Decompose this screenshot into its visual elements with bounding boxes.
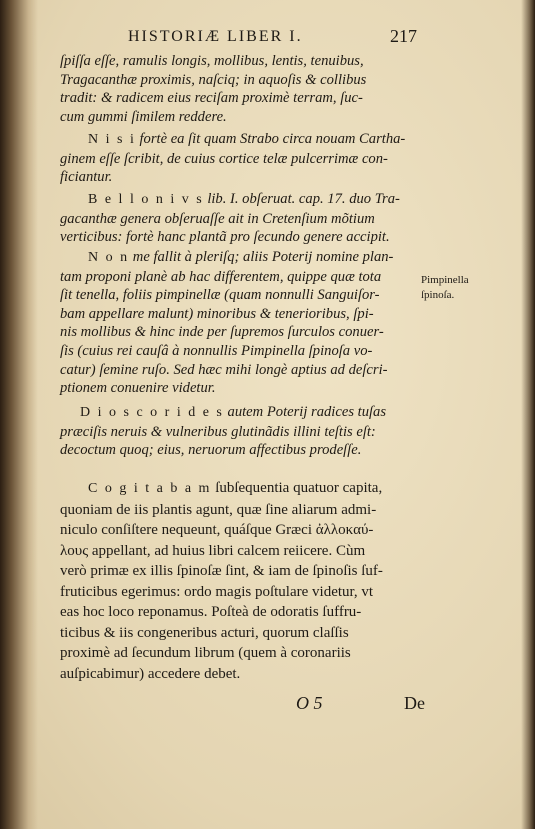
text-line: verò primæ ex illis ſpinoſæ ſint, & iam de ſpinoſis ſuf- — [60, 563, 383, 579]
lead-word: D i o s c o r i d e s — [80, 405, 224, 420]
lead-word: C o g i t a b a m — [88, 481, 212, 496]
paragraph-2 — [60, 130, 420, 187]
text-line — [60, 190, 420, 210]
text-line: auſpicabimur) accedere debet. — [60, 665, 241, 682]
roman-paragraph — [60, 478, 420, 684]
text-line — [60, 478, 420, 500]
running-title: HISTORIÆ LIBER I. — [128, 28, 303, 45]
lead-word: N o n — [88, 250, 130, 265]
text-segment: autem Poterij radices tuſas — [223, 404, 387, 420]
text-line: catur) ſemine ruſo. Sed hæc mihi longè aptius ad deſcri- — [60, 361, 388, 378]
signature-mark: O 5 — [296, 693, 323, 713]
text-line: tam proponi planè ab hac differentem, quippe quæ tota — [60, 268, 382, 285]
text-line — [60, 130, 420, 150]
text-line: ptionem conuenire videtur. — [60, 380, 216, 397]
text-line — [60, 248, 420, 268]
text-line: quoniam de iis plantis agunt, quæ ſine aliarum admi- — [60, 501, 377, 518]
text-segment: me fallit à pleriſq; aliis Poterij nomine plan- — [129, 249, 394, 265]
text-line: eas hoc loco reponamus. Poſteà de odoratis ſuffru- — [60, 604, 362, 620]
text-line: ginem eſſe ſcribit, de cuius cortice telæ pulcerrimæ con- — [60, 150, 388, 167]
lead-word: N i s i — [88, 132, 136, 147]
catchword: De — [404, 693, 425, 713]
text-segment: ſubſequentia quatuor capita, — [211, 480, 383, 496]
marginal-note — [421, 273, 469, 303]
text-line: verticibus: fortè hanc plantã pro ſecundo genere accipit. — [60, 229, 390, 246]
text-segment: lib. I. obſeruat. cap. 17. duo Tra- — [203, 191, 400, 207]
paragraph-3 — [60, 190, 420, 247]
text-line: ſpiſſa eſſe, ramulis longis, mollibus, lentis, tenuibus, — [60, 53, 364, 69]
text-line: cum gummi ſimilem reddere. — [60, 108, 227, 125]
paragraph-1 — [60, 52, 420, 126]
text-line: ſis (cuius rei cauſâ à nonnullis Pimpinella ſpinoſa vo- — [60, 342, 373, 359]
text-line: Tragacanthæ proximis, naſciq; in aquoſis & collibus — [60, 71, 367, 88]
page-number: 217 — [390, 26, 417, 46]
text-line: proximè ad ſecundum librum (quem à coronariis — [60, 645, 351, 661]
text-line: ficiantur. — [60, 169, 113, 186]
text-line: bam appellare malunt) minoribus & tenerioribus, ſpi- — [60, 305, 374, 322]
text-line: ticibus & iis congeneribus acturi, quorum claſſis — [60, 624, 349, 641]
paragraph-5 — [60, 403, 420, 460]
text-line: nis mollibus & hinc inde per ſupremos ſurculos conuer- — [60, 324, 384, 341]
text-line: ſit tenella, foliis pimpinellæ (quam nonnulli Sanguiſor- — [60, 287, 380, 304]
text-line: niculo conſiſtere nequeunt, quáſque Græci ἀλλοκαύ- — [60, 522, 374, 538]
paragraph-4 — [60, 248, 420, 398]
page-footer — [0, 693, 535, 717]
marginal-line: ſpinoſa. — [421, 289, 455, 301]
text-segment: fortè ea ſit quam Strabo circa nouam Cartha- — [135, 131, 406, 147]
text-line: gacanthæ genera obſeruaſſe ait in Cretenſium mõtium — [60, 210, 375, 227]
marginal-line: Pimpinella — [421, 274, 469, 286]
lead-word: B e l l o n i v s — [88, 192, 204, 207]
text-line: λους appellant, ad huius libri calcem reiicere. Cùm — [60, 542, 366, 559]
text-line: decoctum quoq; eius, neruorum affectibus prodeſſe. — [60, 442, 362, 459]
text-line — [60, 403, 420, 423]
text-line: fruticibus egerimus: ordo magis poſtulare videtur, vt — [60, 583, 374, 600]
text-line: præciſis neruis & vulneribus glutinãdis illini teſtis eſt: — [60, 423, 376, 440]
text-line: tradit: & radicem eius reciſam proximè terram, ſuc- — [60, 90, 363, 107]
